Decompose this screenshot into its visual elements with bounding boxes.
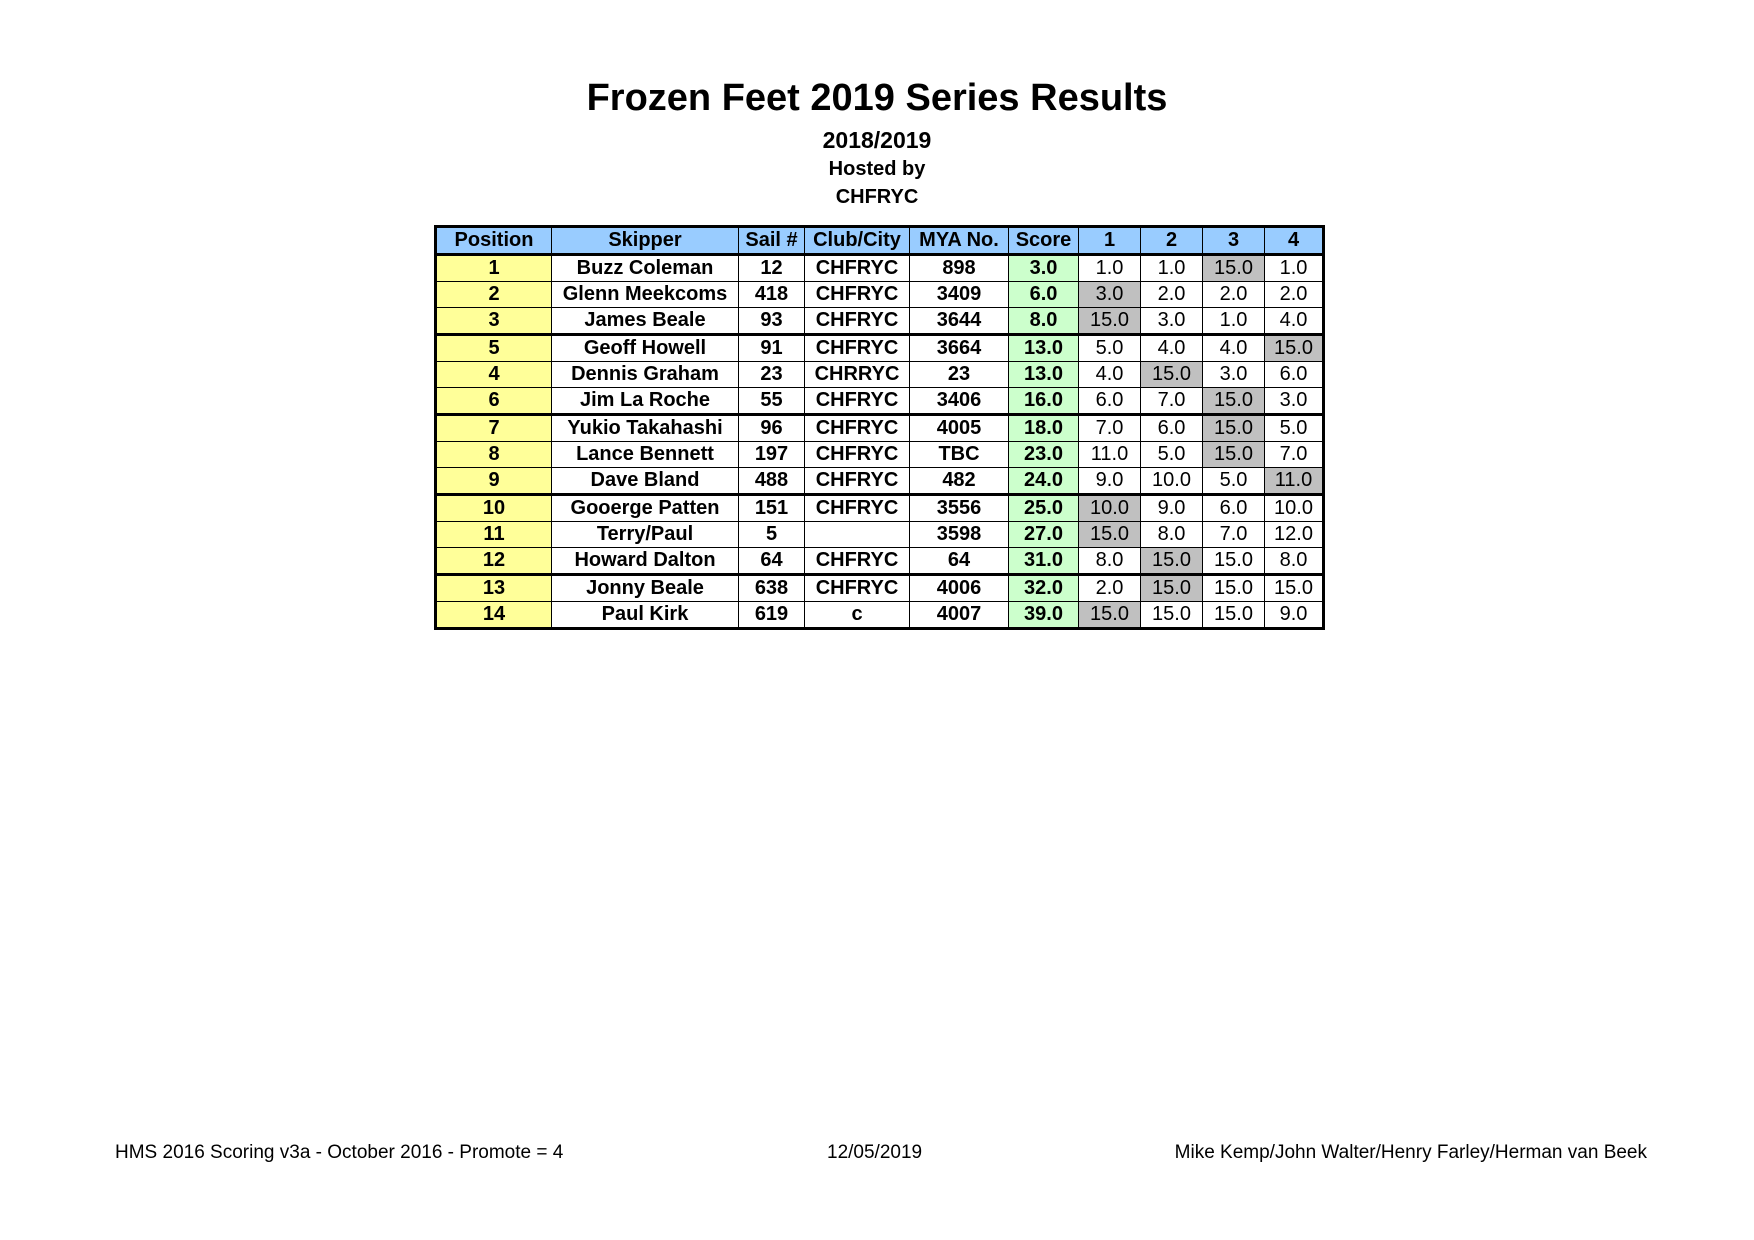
- header-row: [436, 227, 1324, 255]
- hosted-by-label: Hosted by: [828, 158, 926, 180]
- mya-number-cell: 23: [910, 362, 1009, 388]
- table-row: [436, 602, 1324, 629]
- club-cell: CHFRYC: [805, 308, 910, 335]
- position-cell: 7: [436, 415, 552, 442]
- club-cell: CHFRYC: [805, 468, 910, 495]
- sail-number-cell: 197: [739, 442, 805, 468]
- table-row: [436, 282, 1324, 308]
- mya-number-cell: 4005: [910, 415, 1009, 442]
- table-row: [436, 308, 1324, 335]
- score-cell: 39.0: [1009, 602, 1079, 629]
- race-1-cell: 5.0: [1079, 335, 1141, 362]
- score-cell: 18.0: [1009, 415, 1079, 442]
- race-4-cell: 3.0: [1265, 388, 1324, 415]
- score-cell: 31.0: [1009, 548, 1079, 575]
- skipper-cell: Gooerge Patten: [552, 495, 739, 522]
- race-3-cell: 15.0: [1203, 388, 1265, 415]
- position-cell: 4: [436, 362, 552, 388]
- race-4-cell: 7.0: [1265, 442, 1324, 468]
- mya-number-cell: 898: [910, 255, 1009, 282]
- race-3-cell: 15.0: [1203, 255, 1265, 282]
- skipper-cell: Jonny Beale: [552, 575, 739, 602]
- position-cell: 9: [436, 468, 552, 495]
- column-header-skipper: Skipper: [552, 227, 739, 255]
- score-cell: 8.0: [1009, 308, 1079, 335]
- race-2-cell: 8.0: [1141, 522, 1203, 548]
- sail-number-cell: 418: [739, 282, 805, 308]
- mya-number-cell: 3556: [910, 495, 1009, 522]
- race-1-cell: 7.0: [1079, 415, 1141, 442]
- skipper-cell: James Beale: [552, 308, 739, 335]
- race-4-cell: 4.0: [1265, 308, 1324, 335]
- table-row: [436, 255, 1324, 282]
- skipper-cell: Dennis Graham: [552, 362, 739, 388]
- position-cell: 13: [436, 575, 552, 602]
- club-cell: CHFRYC: [805, 388, 910, 415]
- skipper-cell: Jim La Roche: [552, 388, 739, 415]
- column-header-race-3: 3: [1203, 227, 1265, 255]
- club-cell: CHFRYC: [805, 495, 910, 522]
- club-cell: CHFRYC: [805, 282, 910, 308]
- race-4-cell: 8.0: [1265, 548, 1324, 575]
- race-3-cell: 4.0: [1203, 335, 1265, 362]
- score-cell: 23.0: [1009, 442, 1079, 468]
- table-row: [436, 575, 1324, 602]
- sail-number-cell: 488: [739, 468, 805, 495]
- race-1-cell: 10.0: [1079, 495, 1141, 522]
- race-3-cell: 5.0: [1203, 468, 1265, 495]
- race-4-cell: 10.0: [1265, 495, 1324, 522]
- sail-number-cell: 93: [739, 308, 805, 335]
- club-cell: CHFRYC: [805, 415, 910, 442]
- column-header-sail: Sail #: [739, 227, 805, 255]
- table-row: [436, 442, 1324, 468]
- race-2-cell: 7.0: [1141, 388, 1203, 415]
- race-1-cell: 1.0: [1079, 255, 1141, 282]
- column-header-race-4: 4: [1265, 227, 1324, 255]
- table-row: [436, 388, 1324, 415]
- host-club-label: CHFRYC: [835, 186, 919, 208]
- mya-number-cell: 482: [910, 468, 1009, 495]
- footer-credits: Mike Kemp/John Walter/Henry Farley/Herman van Beek: [1174, 1142, 1647, 1163]
- mya-number-cell: 3598: [910, 522, 1009, 548]
- sail-number-cell: 12: [739, 255, 805, 282]
- race-3-cell: 3.0: [1203, 362, 1265, 388]
- race-2-cell: 9.0: [1141, 495, 1203, 522]
- race-3-cell: 15.0: [1203, 415, 1265, 442]
- skipper-cell: Paul Kirk: [552, 602, 739, 629]
- club-cell: CHFRYC: [805, 548, 910, 575]
- race-2-cell: 2.0: [1141, 282, 1203, 308]
- race-3-cell: 1.0: [1203, 308, 1265, 335]
- sail-number-cell: 91: [739, 335, 805, 362]
- column-header-race-2: 2: [1141, 227, 1203, 255]
- race-1-cell: 15.0: [1079, 308, 1141, 335]
- race-4-cell: 5.0: [1265, 415, 1324, 442]
- sail-number-cell: 23: [739, 362, 805, 388]
- race-2-cell: 15.0: [1141, 602, 1203, 629]
- table-row: [436, 495, 1324, 522]
- race-3-cell: 15.0: [1203, 442, 1265, 468]
- position-cell: 12: [436, 548, 552, 575]
- column-header-position: Position: [436, 227, 552, 255]
- skipper-cell: Buzz Coleman: [552, 255, 739, 282]
- position-cell: 8: [436, 442, 552, 468]
- table-row: [436, 335, 1324, 362]
- score-cell: 6.0: [1009, 282, 1079, 308]
- skipper-cell: Terry/Paul: [552, 522, 739, 548]
- table-row: [436, 548, 1324, 575]
- sail-number-cell: 96: [739, 415, 805, 442]
- race-1-cell: 15.0: [1079, 602, 1141, 629]
- race-4-cell: 12.0: [1265, 522, 1324, 548]
- race-3-cell: 7.0: [1203, 522, 1265, 548]
- race-4-cell: 1.0: [1265, 255, 1324, 282]
- race-1-cell: 6.0: [1079, 388, 1141, 415]
- race-3-cell: 2.0: [1203, 282, 1265, 308]
- table-row: [436, 468, 1324, 495]
- sail-number-cell: 151: [739, 495, 805, 522]
- race-1-cell: 9.0: [1079, 468, 1141, 495]
- race-2-cell: 15.0: [1141, 548, 1203, 575]
- page-title: Frozen Feet 2019 Series Results: [586, 77, 1168, 119]
- footer-date: 12/05/2019: [827, 1142, 923, 1163]
- score-cell: 16.0: [1009, 388, 1079, 415]
- column-header-score: Score: [1009, 227, 1079, 255]
- score-cell: 3.0: [1009, 255, 1079, 282]
- race-4-cell: 9.0: [1265, 602, 1324, 629]
- club-cell: CHFRYC: [805, 255, 910, 282]
- mya-number-cell: 3406: [910, 388, 1009, 415]
- table-row: [436, 415, 1324, 442]
- race-2-cell: 5.0: [1141, 442, 1203, 468]
- season-label: 2018/2019: [822, 127, 932, 153]
- mya-number-cell: 64: [910, 548, 1009, 575]
- race-4-cell: 15.0: [1265, 335, 1324, 362]
- race-2-cell: 3.0: [1141, 308, 1203, 335]
- skipper-cell: Howard Dalton: [552, 548, 739, 575]
- race-3-cell: 15.0: [1203, 602, 1265, 629]
- column-header-club: Club/City: [805, 227, 910, 255]
- race-2-cell: 15.0: [1141, 575, 1203, 602]
- race-1-cell: 11.0: [1079, 442, 1141, 468]
- race-4-cell: 11.0: [1265, 468, 1324, 495]
- results-table: [434, 225, 1325, 630]
- footer-software: HMS 2016 Scoring v3a - October 2016 - Promote = 4: [115, 1142, 564, 1163]
- table-row: [436, 362, 1324, 388]
- club-cell: [805, 522, 910, 548]
- skipper-cell: Lance Bennett: [552, 442, 739, 468]
- position-cell: 11: [436, 522, 552, 548]
- race-2-cell: 1.0: [1141, 255, 1203, 282]
- mya-number-cell: 3409: [910, 282, 1009, 308]
- sail-number-cell: 638: [739, 575, 805, 602]
- race-3-cell: 15.0: [1203, 548, 1265, 575]
- race-1-cell: 4.0: [1079, 362, 1141, 388]
- position-cell: 14: [436, 602, 552, 629]
- position-cell: 3: [436, 308, 552, 335]
- race-4-cell: 6.0: [1265, 362, 1324, 388]
- mya-number-cell: 3644: [910, 308, 1009, 335]
- table-row: [436, 522, 1324, 548]
- mya-number-cell: TBC: [910, 442, 1009, 468]
- race-1-cell: 8.0: [1079, 548, 1141, 575]
- position-cell: 2: [436, 282, 552, 308]
- race-1-cell: 15.0: [1079, 522, 1141, 548]
- race-3-cell: 15.0: [1203, 575, 1265, 602]
- club-cell: CHFRYC: [805, 442, 910, 468]
- race-4-cell: 2.0: [1265, 282, 1324, 308]
- score-cell: 25.0: [1009, 495, 1079, 522]
- sail-number-cell: 55: [739, 388, 805, 415]
- score-cell: 13.0: [1009, 335, 1079, 362]
- position-cell: 10: [436, 495, 552, 522]
- skipper-cell: Glenn Meekcoms: [552, 282, 739, 308]
- sail-number-cell: 64: [739, 548, 805, 575]
- skipper-cell: Yukio Takahashi: [552, 415, 739, 442]
- column-header-mya: MYA No.: [910, 227, 1009, 255]
- results-body: [436, 255, 1324, 629]
- score-cell: 13.0: [1009, 362, 1079, 388]
- score-cell: 27.0: [1009, 522, 1079, 548]
- mya-number-cell: 4007: [910, 602, 1009, 629]
- race-1-cell: 3.0: [1079, 282, 1141, 308]
- club-cell: CHRRYC: [805, 362, 910, 388]
- position-cell: 1: [436, 255, 552, 282]
- club-cell: CHFRYC: [805, 575, 910, 602]
- score-cell: 32.0: [1009, 575, 1079, 602]
- race-2-cell: 10.0: [1141, 468, 1203, 495]
- sail-number-cell: 619: [739, 602, 805, 629]
- skipper-cell: Geoff Howell: [552, 335, 739, 362]
- position-cell: 5: [436, 335, 552, 362]
- sail-number-cell: 5: [739, 522, 805, 548]
- race-2-cell: 15.0: [1141, 362, 1203, 388]
- position-cell: 6: [436, 388, 552, 415]
- race-2-cell: 6.0: [1141, 415, 1203, 442]
- column-header-race-1: 1: [1079, 227, 1141, 255]
- club-cell: c: [805, 602, 910, 629]
- race-3-cell: 6.0: [1203, 495, 1265, 522]
- race-2-cell: 4.0: [1141, 335, 1203, 362]
- club-cell: CHFRYC: [805, 335, 910, 362]
- race-1-cell: 2.0: [1079, 575, 1141, 602]
- race-4-cell: 15.0: [1265, 575, 1324, 602]
- mya-number-cell: 4006: [910, 575, 1009, 602]
- mya-number-cell: 3664: [910, 335, 1009, 362]
- skipper-cell: Dave Bland: [552, 468, 739, 495]
- score-cell: 24.0: [1009, 468, 1079, 495]
